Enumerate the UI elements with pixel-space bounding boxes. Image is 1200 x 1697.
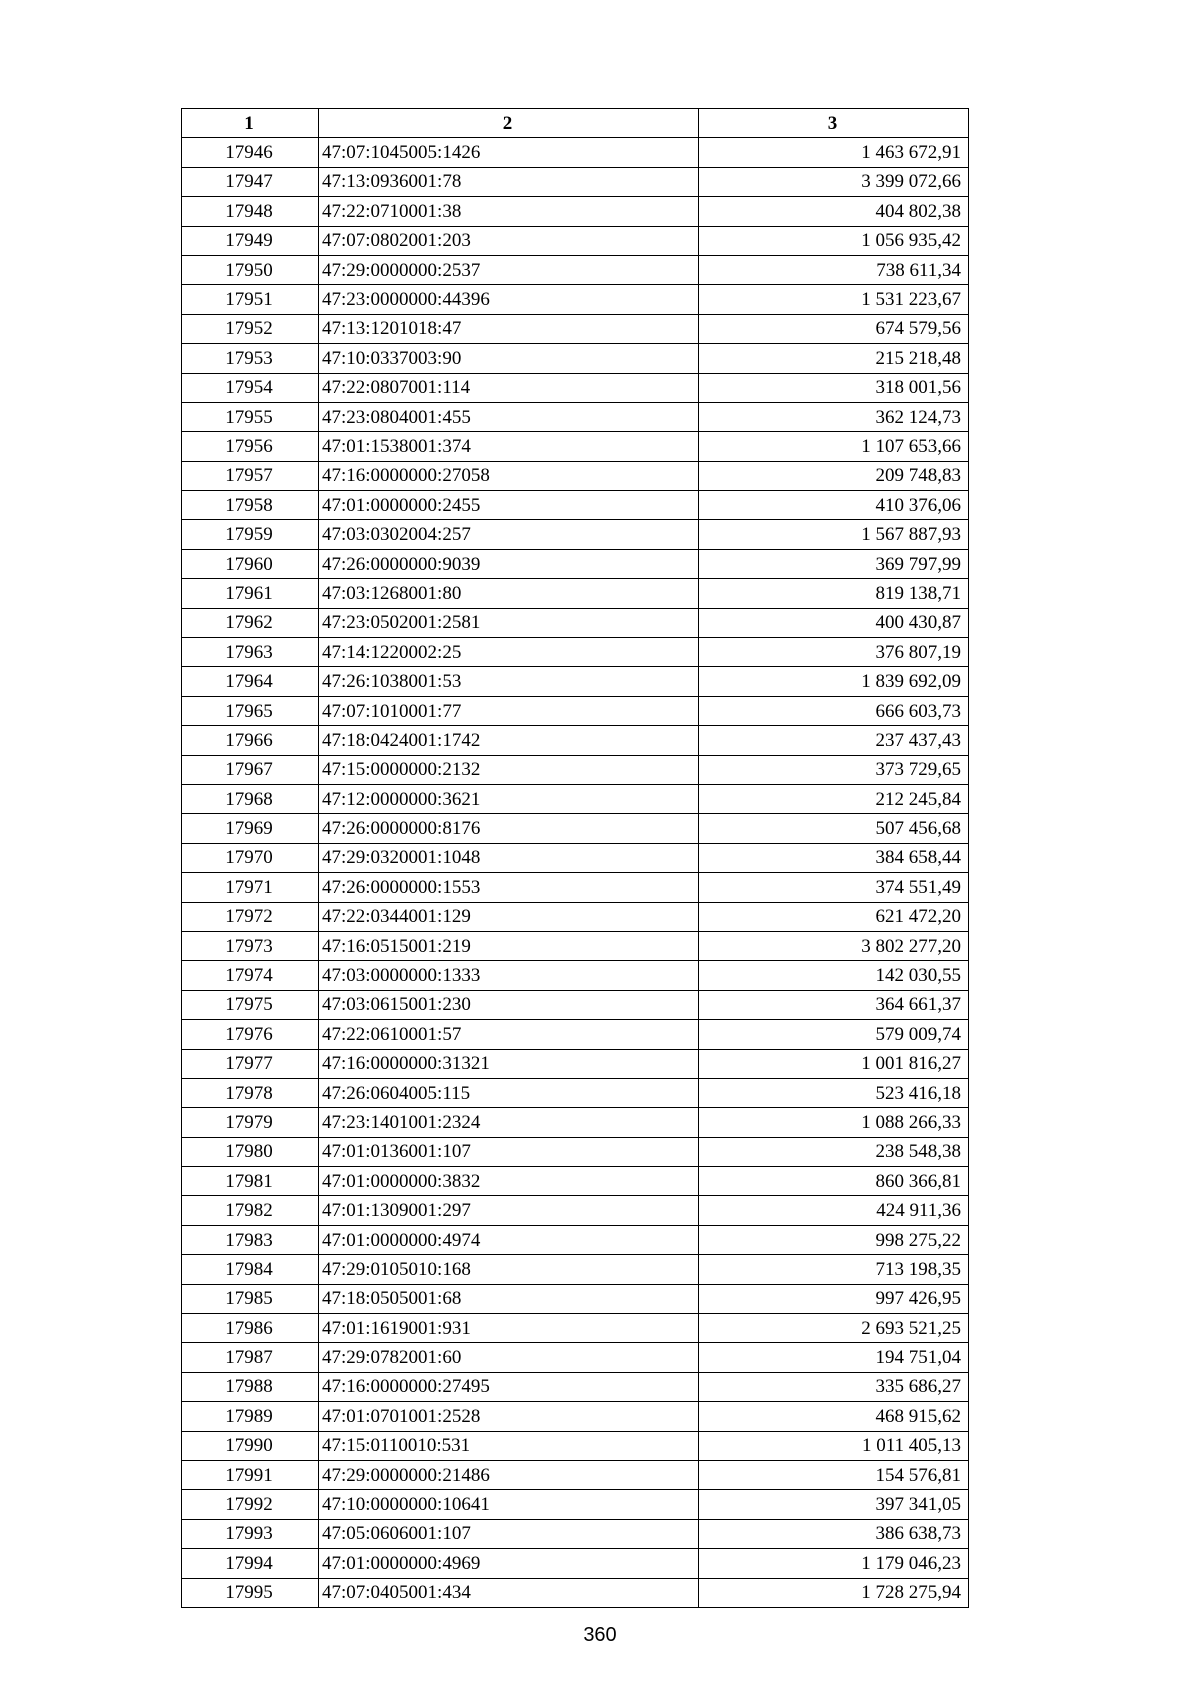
cadastral-number-cell: 47:29:0105010:168: [319, 1255, 699, 1284]
cadastral-number-cell: 47:26:0604005:115: [319, 1078, 699, 1107]
table-row: [182, 1167, 969, 1196]
cadastral-number-cell: 47:22:0344001:129: [319, 902, 699, 931]
row-number-cell: 17956: [182, 432, 319, 461]
value-cell: 404 802,38: [699, 197, 969, 226]
table-row: [182, 902, 969, 931]
table-row: [182, 1490, 969, 1519]
value-cell: 713 198,35: [699, 1255, 969, 1284]
value-cell: 237 437,43: [699, 726, 969, 755]
table-row: [182, 1196, 969, 1225]
table-row: [182, 784, 969, 813]
value-cell: 1 839 692,09: [699, 667, 969, 696]
table-body: [182, 138, 969, 1608]
row-number-cell: 17962: [182, 608, 319, 637]
row-number-cell: 17976: [182, 1020, 319, 1049]
value-cell: 400 430,87: [699, 608, 969, 637]
table-row: [182, 285, 969, 314]
table-row: [182, 1314, 969, 1343]
row-number-cell: 17970: [182, 843, 319, 872]
row-number-cell: 17959: [182, 520, 319, 549]
table-row: [182, 314, 969, 343]
table-row: [182, 1519, 969, 1548]
cadastral-number-cell: 47:07:0802001:203: [319, 226, 699, 255]
value-cell: 362 124,73: [699, 402, 969, 431]
row-number-cell: 17954: [182, 373, 319, 402]
table-row: [182, 1549, 969, 1578]
value-cell: 209 748,83: [699, 461, 969, 490]
value-cell: 212 245,84: [699, 784, 969, 813]
table-row: [182, 1225, 969, 1254]
cadastral-number-cell: 47:07:1045005:1426: [319, 138, 699, 167]
row-number-cell: 17967: [182, 755, 319, 784]
row-number-cell: 17986: [182, 1314, 319, 1343]
row-number-cell: 17973: [182, 931, 319, 960]
value-cell: 397 341,05: [699, 1490, 969, 1519]
table-row: [182, 667, 969, 696]
cadastral-number-cell: 47:23:1401001:2324: [319, 1108, 699, 1137]
cadastral-number-cell: 47:26:0000000:8176: [319, 814, 699, 843]
cadastral-number-cell: 47:01:0000000:4974: [319, 1225, 699, 1254]
value-cell: 738 611,34: [699, 255, 969, 284]
cadastral-number-cell: 47:16:0000000:27495: [319, 1372, 699, 1401]
cadastral-number-cell: 47:12:0000000:3621: [319, 784, 699, 813]
cadastral-number-cell: 47:26:0000000:1553: [319, 873, 699, 902]
cadastral-number-cell: 47:18:0505001:68: [319, 1284, 699, 1313]
row-number-cell: 17949: [182, 226, 319, 255]
row-number-cell: 17952: [182, 314, 319, 343]
cadastral-number-cell: 47:07:1010001:77: [319, 696, 699, 725]
value-cell: 373 729,65: [699, 755, 969, 784]
cadastral-number-cell: 47:15:0110010:531: [319, 1431, 699, 1460]
cadastral-number-cell: 47:16:0000000:31321: [319, 1049, 699, 1078]
cadastral-number-cell: 47:29:0782001:60: [319, 1343, 699, 1372]
row-number-cell: 17978: [182, 1078, 319, 1107]
value-cell: 468 915,62: [699, 1402, 969, 1431]
row-number-cell: 17950: [182, 255, 319, 284]
table-row: [182, 373, 969, 402]
row-number-cell: 17987: [182, 1343, 319, 1372]
row-number-cell: 17975: [182, 990, 319, 1019]
cadastral-number-cell: 47:26:1038001:53: [319, 667, 699, 696]
row-number-cell: 17965: [182, 696, 319, 725]
table-row: [182, 638, 969, 667]
table-row: [182, 520, 969, 549]
value-cell: 579 009,74: [699, 1020, 969, 1049]
value-cell: 424 911,36: [699, 1196, 969, 1225]
cadastral-number-cell: 47:23:0502001:2581: [319, 608, 699, 637]
value-cell: 194 751,04: [699, 1343, 969, 1372]
value-cell: 1 463 672,91: [699, 138, 969, 167]
value-cell: 3 802 277,20: [699, 931, 969, 960]
row-number-cell: 17974: [182, 961, 319, 990]
table-row: [182, 255, 969, 284]
cadastral-number-cell: 47:07:0405001:434: [319, 1578, 699, 1607]
row-number-cell: 17989: [182, 1402, 319, 1431]
cadastral-number-cell: 47:01:0000000:2455: [319, 491, 699, 520]
row-number-cell: 17971: [182, 873, 319, 902]
cadastral-number-cell: 47:01:0000000:4969: [319, 1549, 699, 1578]
cadastral-number-cell: 47:26:0000000:9039: [319, 549, 699, 578]
value-cell: 335 686,27: [699, 1372, 969, 1401]
value-cell: 386 638,73: [699, 1519, 969, 1548]
row-number-cell: 17966: [182, 726, 319, 755]
row-number-cell: 17993: [182, 1519, 319, 1548]
value-cell: 1 179 046,23: [699, 1549, 969, 1578]
cadastral-number-cell: 47:29:0000000:2537: [319, 255, 699, 284]
table-row: [182, 1137, 969, 1166]
table-row: [182, 579, 969, 608]
row-number-cell: 17955: [182, 402, 319, 431]
value-cell: 374 551,49: [699, 873, 969, 902]
value-cell: 238 548,38: [699, 1137, 969, 1166]
value-cell: 318 001,56: [699, 373, 969, 402]
value-cell: 860 366,81: [699, 1167, 969, 1196]
value-cell: 1 567 887,93: [699, 520, 969, 549]
row-number-cell: 17983: [182, 1225, 319, 1254]
cadastral-number-cell: 47:03:0615001:230: [319, 990, 699, 1019]
table-row: [182, 814, 969, 843]
value-cell: 215 218,48: [699, 344, 969, 373]
table-row: [182, 1108, 969, 1137]
row-number-cell: 17964: [182, 667, 319, 696]
table-row: [182, 990, 969, 1019]
row-number-cell: 17957: [182, 461, 319, 490]
row-number-cell: 17985: [182, 1284, 319, 1313]
row-number-cell: 17994: [182, 1549, 319, 1578]
cadastral-number-cell: 47:18:0424001:1742: [319, 726, 699, 755]
table-row: [182, 1460, 969, 1489]
table-row: [182, 549, 969, 578]
cadastral-number-cell: 47:16:0515001:219: [319, 931, 699, 960]
value-cell: 384 658,44: [699, 843, 969, 872]
row-number-cell: 17984: [182, 1255, 319, 1284]
table-row: [182, 873, 969, 902]
row-number-cell: 17988: [182, 1372, 319, 1401]
column-header-3: 3: [699, 109, 969, 138]
table-row: [182, 1402, 969, 1431]
row-number-cell: 17969: [182, 814, 319, 843]
value-cell: 2 693 521,25: [699, 1314, 969, 1343]
table-header-row: [182, 109, 969, 138]
value-cell: 1 056 935,42: [699, 226, 969, 255]
row-number-cell: 17995: [182, 1578, 319, 1607]
value-cell: 998 275,22: [699, 1225, 969, 1254]
row-number-cell: 17948: [182, 197, 319, 226]
row-number-cell: 17990: [182, 1431, 319, 1460]
table-row: [182, 1078, 969, 1107]
table-row: [182, 402, 969, 431]
cadastral-number-cell: 47:22:0807001:114: [319, 373, 699, 402]
value-cell: 621 472,20: [699, 902, 969, 931]
row-number-cell: 17981: [182, 1167, 319, 1196]
table-row: [182, 461, 969, 490]
table-row: [182, 843, 969, 872]
table-row: [182, 432, 969, 461]
table-row: [182, 1049, 969, 1078]
cadastral-number-cell: 47:13:0936001:78: [319, 167, 699, 196]
value-cell: 3 399 072,66: [699, 167, 969, 196]
row-number-cell: 17972: [182, 902, 319, 931]
value-cell: 364 661,37: [699, 990, 969, 1019]
cadastral-number-cell: 47:16:0000000:27058: [319, 461, 699, 490]
cadastral-number-cell: 47:01:0136001:107: [319, 1137, 699, 1166]
cadastral-number-cell: 47:01:0000000:3832: [319, 1167, 699, 1196]
row-number-cell: 17961: [182, 579, 319, 608]
column-header-2: 2: [319, 109, 699, 138]
value-cell: 142 030,55: [699, 961, 969, 990]
value-cell: 1 531 223,67: [699, 285, 969, 314]
table-row: [182, 961, 969, 990]
table-row: [182, 1343, 969, 1372]
table-row: [182, 1431, 969, 1460]
row-number-cell: 17946: [182, 138, 319, 167]
table-row: [182, 344, 969, 373]
value-cell: 1 728 275,94: [699, 1578, 969, 1607]
cadastral-number-cell: 47:10:0000000:10641: [319, 1490, 699, 1519]
table-row: [182, 931, 969, 960]
value-cell: 1 107 653,66: [699, 432, 969, 461]
table-row: [182, 167, 969, 196]
cadastral-number-cell: 47:23:0000000:44396: [319, 285, 699, 314]
row-number-cell: 17960: [182, 549, 319, 578]
data-table: [181, 108, 969, 1608]
cadastral-number-cell: 47:01:1619001:931: [319, 1314, 699, 1343]
value-cell: 819 138,71: [699, 579, 969, 608]
value-cell: 410 376,06: [699, 491, 969, 520]
table-row: [182, 726, 969, 755]
cadastral-number-cell: 47:22:0610001:57: [319, 1020, 699, 1049]
value-cell: 154 576,81: [699, 1460, 969, 1489]
page-number: 360: [583, 1624, 617, 1646]
cadastral-number-cell: 47:03:1268001:80: [319, 579, 699, 608]
row-number-cell: 17947: [182, 167, 319, 196]
table-row: [182, 1578, 969, 1607]
cadastral-number-cell: 47:29:0320001:1048: [319, 843, 699, 872]
row-number-cell: 17958: [182, 491, 319, 520]
table-row: [182, 1284, 969, 1313]
table-row: [182, 1020, 969, 1049]
cadastral-number-cell: 47:29:0000000:21486: [319, 1460, 699, 1489]
row-number-cell: 17968: [182, 784, 319, 813]
value-cell: 1 088 266,33: [699, 1108, 969, 1137]
cadastral-number-cell: 47:01:0701001:2528: [319, 1402, 699, 1431]
row-number-cell: 17953: [182, 344, 319, 373]
cadastral-number-cell: 47:05:0606001:107: [319, 1519, 699, 1548]
value-cell: 507 456,68: [699, 814, 969, 843]
value-cell: 1 011 405,13: [699, 1431, 969, 1460]
row-number-cell: 17979: [182, 1108, 319, 1137]
cadastral-number-cell: 47:01:1538001:374: [319, 432, 699, 461]
row-number-cell: 17991: [182, 1460, 319, 1489]
table-row: [182, 696, 969, 725]
cadastral-number-cell: 47:01:1309001:297: [319, 1196, 699, 1225]
table-row: [182, 608, 969, 637]
cadastral-number-cell: 47:15:0000000:2132: [319, 755, 699, 784]
row-number-cell: 17977: [182, 1049, 319, 1078]
cadastral-number-cell: 47:13:1201018:47: [319, 314, 699, 343]
value-cell: 376 807,19: [699, 638, 969, 667]
cadastral-number-cell: 47:10:0337003:90: [319, 344, 699, 373]
row-number-cell: 17963: [182, 638, 319, 667]
value-cell: 369 797,99: [699, 549, 969, 578]
row-number-cell: 17982: [182, 1196, 319, 1225]
value-cell: 1 001 816,27: [699, 1049, 969, 1078]
table-row: [182, 138, 969, 167]
table-row: [182, 1372, 969, 1401]
cadastral-number-cell: 47:14:1220002:25: [319, 638, 699, 667]
row-number-cell: 17980: [182, 1137, 319, 1166]
cadastral-number-cell: 47:03:0000000:1333: [319, 961, 699, 990]
column-header-1: 1: [182, 109, 319, 138]
value-cell: 666 603,73: [699, 696, 969, 725]
row-number-cell: 17992: [182, 1490, 319, 1519]
value-cell: 674 579,56: [699, 314, 969, 343]
table-row: [182, 1255, 969, 1284]
cadastral-number-cell: 47:23:0804001:455: [319, 402, 699, 431]
table-row: [182, 755, 969, 784]
cadastral-number-cell: 47:22:0710001:38: [319, 197, 699, 226]
cadastral-number-cell: 47:03:0302004:257: [319, 520, 699, 549]
value-cell: 523 416,18: [699, 1078, 969, 1107]
row-number-cell: 17951: [182, 285, 319, 314]
table-row: [182, 226, 969, 255]
table-row: [182, 491, 969, 520]
value-cell: 997 426,95: [699, 1284, 969, 1313]
table-row: [182, 197, 969, 226]
